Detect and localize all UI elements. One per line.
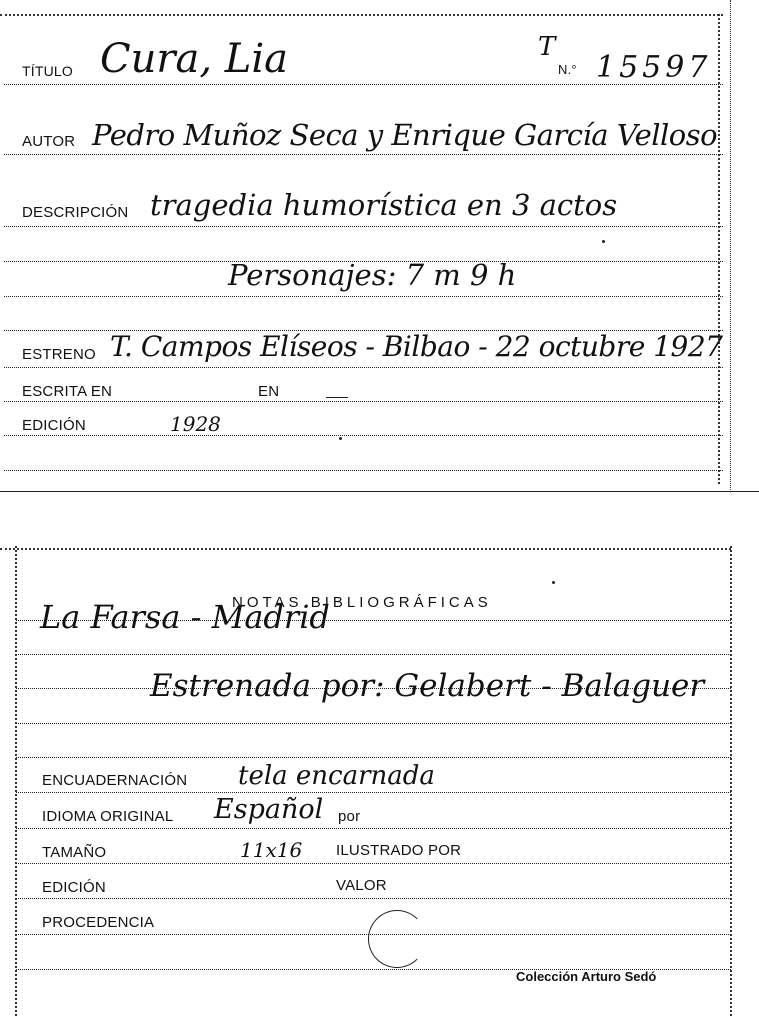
label-titulo: TÍTULO	[22, 63, 73, 79]
label-autor: AUTOR	[22, 133, 76, 150]
rule-estreno	[4, 367, 723, 368]
value-titulo: Cura, Lia	[100, 36, 288, 82]
value-tamano: 11x16	[240, 838, 303, 862]
value-estreno: T. Campos Elíseos - Bilbao - 22 octubre 1927	[110, 330, 723, 363]
blank-mark	[326, 397, 348, 398]
label-edicion: EDICIÓN	[22, 417, 86, 434]
rule-edicion	[4, 435, 723, 436]
rule-idioma	[16, 828, 731, 829]
notes-heading: NOTAS BIBLIOGRÁFICAS	[232, 594, 492, 611]
value-edicion: 1928	[170, 412, 221, 436]
label-idioma-original: IDIOMA ORIGINAL	[42, 808, 174, 825]
rule-personajes	[4, 296, 723, 297]
value-encuadernacion: tela encarnada	[238, 761, 435, 791]
rule-escrita	[4, 401, 723, 402]
label-edicion: EDICIÓN	[42, 879, 106, 896]
value-autor: Pedro Muñoz Seca y Enrique García Velloso	[92, 118, 718, 152]
label-valor: VALOR	[336, 877, 387, 894]
label-procedencia: PROCEDENCIA	[42, 914, 155, 931]
catalog-card-front	[0, 0, 759, 492]
value-personajes: Personajes: 7 m 9 h	[228, 258, 517, 292]
label-en: EN	[258, 383, 280, 400]
ink-dot	[552, 581, 555, 584]
card-left-edge	[15, 546, 17, 1016]
ink-dot	[602, 240, 605, 243]
label-por: por	[338, 808, 361, 825]
label-descripcion: DESCRIPCIÓN	[22, 204, 129, 221]
value-numero: 15597	[596, 50, 712, 85]
card-separator	[0, 491, 759, 492]
label-estreno: ESTRENO	[22, 346, 96, 363]
rule-2	[16, 654, 731, 655]
note-line-2: Estrenada por: Gelabert - Balaguer	[150, 668, 705, 704]
label-escrita-en: ESCRITA EN	[22, 383, 113, 400]
note-line-1: La Farsa - Madrid	[40, 598, 330, 636]
rule-autor	[4, 154, 723, 155]
scan-edge	[730, 0, 731, 492]
catalog-card-back	[0, 536, 759, 1028]
card-top-edge	[0, 14, 723, 16]
ink-dot	[339, 437, 342, 440]
rule-descripcion	[4, 226, 723, 227]
value-descripcion: tragedia humorística en 3 actos	[150, 188, 618, 222]
label-tamano: TAMAÑO	[42, 844, 107, 861]
rule-bottom	[4, 470, 723, 471]
value-idioma-original: Español	[214, 794, 324, 825]
rule-5	[16, 757, 731, 758]
collection-stamp: Colección Arturo Sedó	[516, 969, 657, 984]
rule-encuadernacion	[16, 792, 731, 793]
rule-tamano	[16, 863, 731, 864]
rule-4	[16, 723, 731, 724]
label-numero: N.°	[558, 62, 577, 77]
label-encuadernacion: ENCUADERNACIÓN	[42, 772, 188, 789]
card-top-edge	[0, 548, 731, 550]
rule-edicion	[16, 898, 731, 899]
card-right-edge	[730, 546, 732, 1016]
pencil-circle-mark	[368, 910, 426, 968]
label-ilustrado-por: ILUSTRADO POR	[336, 842, 462, 859]
value-numero-mark: T	[538, 32, 556, 62]
